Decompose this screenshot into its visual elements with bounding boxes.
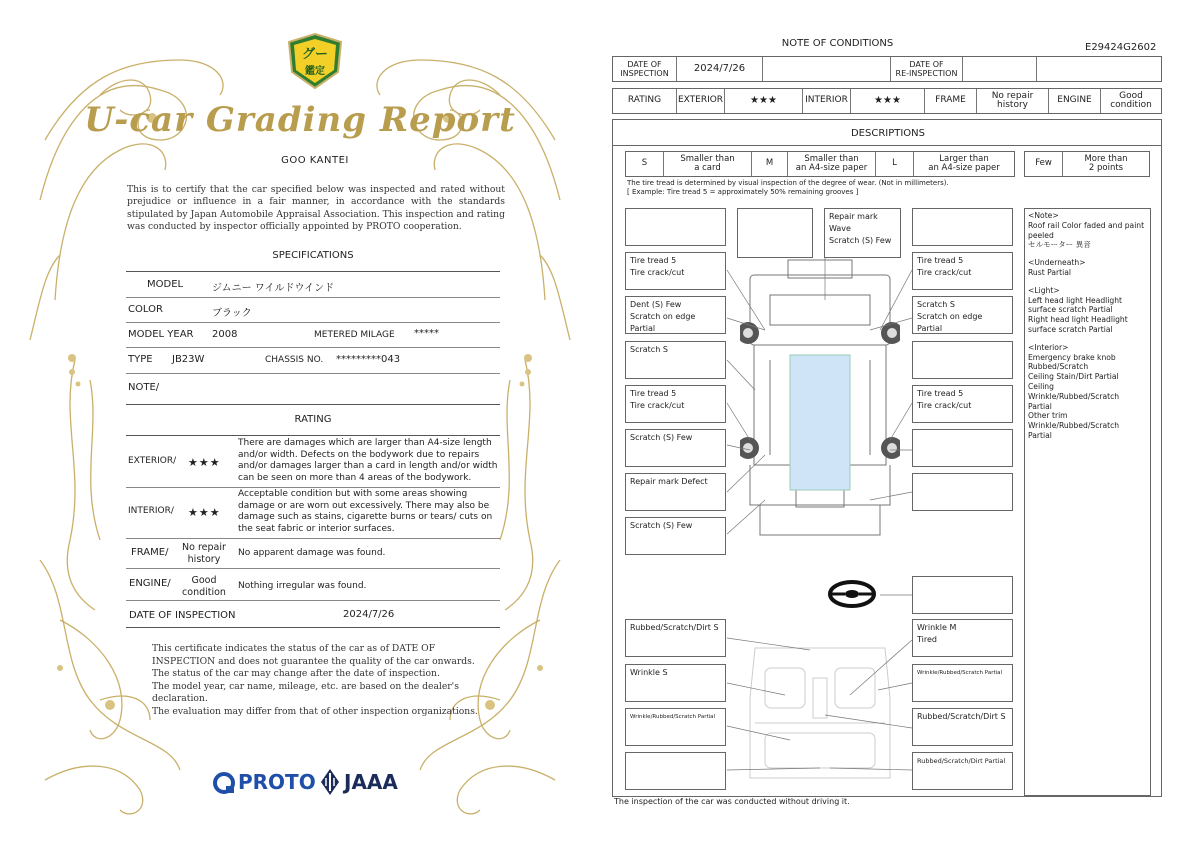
legend-line: 2 points: [1088, 163, 1124, 173]
legend-line: Larger than: [939, 153, 989, 164]
disclaimer-line: The status of the car may change after the date of inspection.: [152, 668, 440, 679]
value-line: history: [997, 100, 1028, 110]
frame-value-line-2: history: [187, 553, 221, 565]
value-line: No repair: [991, 90, 1034, 101]
frame-value-line-1: No repair: [182, 542, 226, 553]
disclaimer-line: This certificate indicates the status of the car as of DATE OF: [152, 643, 436, 654]
interior-description: Acceptable condition but with some areas showing damage or are worn out excessively. There may also be damage such as stains, cigarette burns or tears/ cuts on the seat fabric or interior surfaces.: [238, 489, 493, 534]
note-line: Ceiling: [1028, 381, 1054, 391]
exterior-label: EXTERIOR/: [128, 456, 177, 466]
divider: [126, 297, 500, 298]
note-line: Rust Partial: [1028, 267, 1071, 277]
rating-row: [612, 88, 1162, 114]
note-line: Left head light Headlight: [1028, 295, 1123, 305]
exterior-stars: ★★★: [188, 456, 221, 469]
box-line: Scratch S: [630, 345, 668, 354]
rating-label: RATING: [613, 89, 677, 113]
note-line: surface scratch Partial: [1028, 305, 1113, 315]
certificate-subtitle: GOO KANTEI: [281, 155, 349, 166]
divider: [126, 627, 500, 628]
disclaimer-line: The model year, car name, mileage, etc. are based on the dealer's: [152, 680, 459, 692]
empty-cell: [1037, 57, 1161, 81]
note-label: NOTE/: [128, 382, 160, 393]
condition-box-interior-left-seat: [625, 664, 726, 702]
legend-line: an A4-size paper: [928, 163, 1000, 173]
condition-box-front-center: [824, 208, 901, 258]
value-line: Good: [1119, 90, 1143, 101]
divider: [126, 271, 500, 272]
chassis-label: CHASSIS NO.: [265, 355, 324, 365]
box-line: Scratch (S) Few: [829, 236, 892, 245]
certificate-title: U-car Grading Report: [84, 100, 516, 140]
car-exterior-diagram: [740, 255, 900, 545]
date-label: DATE OF INSPECTION: [129, 610, 236, 621]
box-line: Wrinkle S: [630, 668, 668, 677]
color-value: ブラック: [212, 308, 252, 319]
box-line: Tire tread 5: [917, 389, 964, 398]
divider: [126, 435, 500, 436]
tire-tread-note: [627, 179, 949, 197]
box-line: Wrinkle/Rubbed/Scratch Partial: [917, 670, 1003, 676]
label-line: DATE OF: [909, 59, 944, 69]
legend-line: Smaller than: [804, 153, 859, 164]
box-line: Rubbed/Scratch/Dirt S: [917, 712, 1006, 721]
proto-logo-icon: [212, 771, 236, 795]
type-label: TYPE: [128, 354, 153, 365]
condition-box-right-front-door: [912, 296, 1013, 334]
note-line: Other trim: [1028, 411, 1068, 421]
box-line: Scratch (S) Few: [630, 521, 693, 530]
legend-l-desc: [914, 152, 1014, 176]
sheet-title: NOTE OF CONDITIONS: [781, 38, 894, 49]
engine-value-line-2: condition: [182, 586, 226, 598]
interior-label: INTERIOR/: [128, 506, 174, 516]
box-line: Tire tread 5: [917, 256, 964, 265]
frame-value: [977, 89, 1049, 113]
note-line: Partial: [1028, 430, 1052, 440]
box-line: Tire crack/cut: [917, 268, 972, 277]
value-line: condition: [1110, 100, 1152, 110]
condition-box-rear-bumper: [625, 517, 726, 555]
jaaa-logo-text: JAAA: [344, 770, 398, 794]
label-line: DATE OF: [627, 59, 662, 69]
legend-line: More than: [1084, 153, 1128, 164]
date-row: [612, 56, 1162, 82]
exterior-description: There are damages which are larger than A4-size length and/or width. Defects on the bodywork due to repairs and/or damages larger than a card in length and/or width can be seen on more than 4 areas of the bodywork.: [238, 438, 498, 483]
legend-line: a card: [694, 163, 721, 173]
condition-box-right-side: [912, 341, 1013, 379]
condition-box-front-center-left: [737, 208, 813, 258]
box-line: Wrinkle/Rubbed/Scratch Partial: [630, 714, 716, 720]
legend-few: Few: [1025, 152, 1063, 176]
note-heading: <Light>: [1028, 285, 1060, 295]
divider: [126, 487, 500, 488]
certificate-intro: This is to certify that the car specified below was inspected and rated without prejudice or influence in a fair manner, in accordance with the standards stipulated by Japan Automobile Appraisal Association. This inspection and rating was conducted by inspector officially appointed by PROTO cooperation.: [127, 184, 505, 233]
label-line: RE-INSPECTION: [895, 69, 958, 78]
note-line: Emergency brake knob: [1028, 352, 1116, 362]
box-line: Tire crack/cut: [630, 268, 685, 277]
note-line: Wrinkle/Rubbed/Scratch: [1028, 391, 1120, 401]
disclaimer-line: declaration.: [152, 693, 208, 704]
note-heading: <Note>: [1028, 211, 1059, 220]
jaaa-logo-icon: [320, 768, 340, 796]
interior-stars: ★★★: [851, 89, 925, 113]
note-heading: <Underneath>: [1028, 258, 1086, 268]
date-reinspection-value: [963, 57, 1037, 81]
model-year-value: 2008: [212, 329, 238, 340]
box-line: Repair mark Wave: [829, 212, 878, 233]
specifications-heading: SPECIFICATIONS: [272, 250, 354, 261]
condition-box-interior-right-seat: [912, 619, 1013, 657]
legend-few-desc: [1063, 152, 1149, 176]
condition-box-tire-front-right: [912, 252, 1013, 290]
note-line: Partial: [1028, 401, 1052, 411]
goo-kantei-badge: [286, 32, 344, 90]
condition-box-interior-rear-seat: [912, 752, 1013, 790]
model-year-label: MODEL YEAR: [128, 329, 194, 340]
box-line: Scratch S: [917, 300, 955, 309]
chassis-value: *********043: [336, 354, 401, 365]
condition-box-left-front-door: [625, 296, 726, 334]
disclaimer-line: INSPECTION and does not guarantee the quality of the car onwards.: [152, 655, 475, 667]
legend-line: Smaller than: [680, 153, 735, 164]
frame-value: [176, 542, 232, 565]
note-line: peeled: [1028, 230, 1054, 240]
note-group: [1028, 343, 1147, 441]
note-line: [ Example: Tire tread 5 = approximately 50% remaining grooves ]: [627, 188, 859, 196]
box-line: Scratch (S) Few: [630, 433, 693, 442]
legend-m: M: [752, 152, 788, 176]
metered-mileage-value: *****: [414, 328, 439, 339]
divider: [612, 145, 1162, 146]
label-line: INSPECTION: [620, 69, 669, 78]
box-line: Repair mark Defect: [630, 477, 708, 486]
note-line: surface scratch Partial: [1028, 324, 1113, 334]
proto-logo-text: PROTO: [238, 770, 316, 794]
box-line: Rubbed/Scratch/Dirt S: [630, 623, 719, 632]
legend-line: an A4-size paper: [795, 163, 868, 173]
metered-mileage-label: METERED MILAGE: [314, 330, 395, 340]
legend-s: S: [626, 152, 664, 176]
box-line: Scratch on edge Partial: [630, 312, 696, 333]
box-line: Scratch on edge Partial: [917, 312, 983, 333]
interior-stars: ★★★: [188, 506, 221, 519]
notes-panel: [1024, 208, 1151, 796]
condition-box-tire-rear-left: [625, 385, 726, 423]
note-group: [1028, 258, 1147, 278]
divider: [126, 373, 500, 374]
condition-box-steering: [912, 576, 1013, 614]
box-line: Rubbed/Scratch/Dirt Partial: [917, 757, 1006, 765]
note-line: The tire tread is determined by visual inspection of the degree of wear. (Not in millimeters).: [627, 179, 949, 187]
frame-label: FRAME/: [131, 547, 169, 558]
condition-box-interior-ceiling: [625, 619, 726, 657]
frame-label: FRAME: [925, 89, 977, 113]
disclaimer-line: The evaluation may differ from that of other inspection organizations.: [152, 705, 478, 717]
car-interior-diagram: [745, 638, 895, 788]
date-inspection-label: [613, 57, 677, 81]
box-line: Dent (S) Few: [630, 300, 682, 309]
box-line: Tired: [917, 635, 937, 644]
legend-m-desc: [788, 152, 876, 176]
note-line: Right head light Headlight: [1028, 315, 1128, 325]
divider: [126, 404, 500, 405]
engine-value: [176, 575, 232, 598]
condition-box-left-side: [625, 341, 726, 379]
disclaimer: [152, 643, 482, 718]
divider: [126, 322, 500, 323]
note-line: Roof rail Color faded and paint: [1028, 220, 1145, 230]
condition-box-interior-right-trim: [912, 664, 1013, 702]
legend-s-desc: [664, 152, 752, 176]
frame-description: No apparent damage was found.: [238, 548, 386, 558]
condition-box-interior-console: [912, 708, 1013, 746]
condition-box-front-left: [625, 208, 726, 246]
box-line: Tire crack/cut: [917, 401, 972, 410]
engine-value-line-1: Good: [191, 575, 217, 586]
note-line: Rubbed/Scratch: [1028, 362, 1089, 372]
date-inspection-value: 2024/7/26: [677, 57, 763, 81]
note-group: [1028, 286, 1147, 335]
condition-box-left-rear: [625, 429, 726, 467]
condition-box-interior-rear: [625, 752, 726, 790]
note-line: セルモーター 異音: [1028, 240, 1091, 250]
type-value: JB23W: [172, 354, 205, 365]
model-value: ジムニー ワイルドウインド: [212, 283, 335, 294]
note-group: [1028, 211, 1147, 250]
box-line: Wrinkle M: [917, 623, 957, 632]
divider: [126, 347, 500, 348]
interior-label: INTERIOR: [803, 89, 851, 113]
few-legend: [1024, 151, 1150, 177]
model-label: MODEL: [147, 279, 184, 290]
date-reinspection-label: [891, 57, 963, 81]
condition-box-rear-left: [625, 473, 726, 511]
note-line: Wrinkle/Rubbed/Scratch: [1028, 421, 1120, 431]
note-line: Ceiling Stain/Dirt Partial: [1028, 372, 1119, 382]
rating-heading: RATING: [294, 414, 332, 425]
engine-value: [1101, 89, 1161, 113]
descriptions-heading: DESCRIPTIONS: [850, 128, 926, 139]
date-value: 2024/7/26: [343, 609, 395, 620]
engine-description: Nothing irregular was found.: [238, 581, 367, 591]
divider: [126, 568, 500, 569]
box-line: Tire crack/cut: [630, 401, 685, 410]
condition-box-interior-left-trim: [625, 708, 726, 746]
engine-label: ENGINE: [1049, 89, 1101, 113]
color-label: COLOR: [128, 304, 163, 315]
inspection-footer-note: The inspection of the car was conducted without driving it.: [614, 797, 850, 806]
legend-l: L: [876, 152, 914, 176]
exterior-label: EXTERIOR: [677, 89, 725, 113]
divider: [126, 538, 500, 539]
size-legend: [625, 151, 1015, 177]
condition-box-tire-front-left: [625, 252, 726, 290]
engine-label: ENGINE/: [129, 578, 171, 589]
exterior-stars: ★★★: [725, 89, 803, 113]
badge-bottom-text: 鑑定: [305, 66, 325, 77]
divider: [126, 600, 500, 601]
condition-box-front-right: [912, 208, 1013, 246]
steering-wheel-icon: [827, 579, 877, 609]
condition-box-right-rear: [912, 429, 1013, 467]
note-of-conditions-sheet: [600, 0, 1200, 848]
sheet-code: E29424G2602: [1085, 42, 1157, 53]
condition-box-tire-rear-right: [912, 385, 1013, 423]
condition-box-rear-right: [912, 473, 1013, 511]
badge-top-text: グー: [301, 47, 329, 62]
empty-cell: [763, 57, 891, 81]
box-line: Tire tread 5: [630, 389, 677, 398]
box-line: Tire tread 5: [630, 256, 677, 265]
note-heading: <Interior>: [1028, 342, 1069, 352]
